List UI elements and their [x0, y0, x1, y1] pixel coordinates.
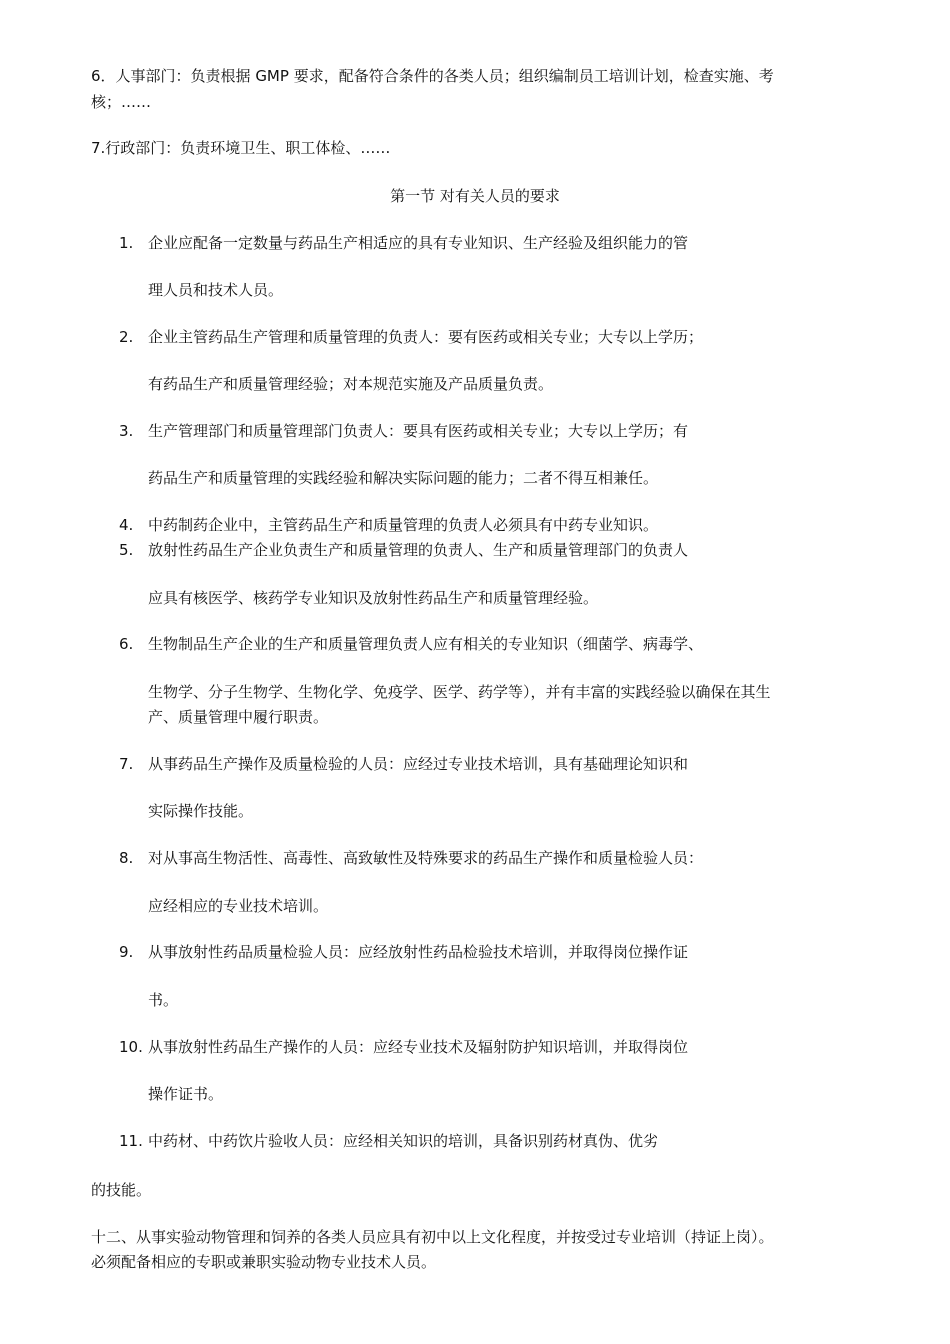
- item-text: 中药材、中药饮片验收人员：应经相关知识的培训，具备识别药材真伪、优劣: [148, 1132, 659, 1150]
- item-text: 生产管理部门和质量管理部门负责人：要具有医药或相关专业；大专以上学历；有: [148, 422, 689, 440]
- item-number: 5.: [119, 541, 134, 559]
- item-text-continued: 产、质量管理中履行职责。: [148, 708, 329, 726]
- item-text-continued: 药品生产和质量管理的实践经验和解决实际问题的能力；二者不得互相兼任。: [148, 469, 659, 487]
- item-number: 6.: [119, 635, 134, 653]
- item-text-continued: 操作证书。: [148, 1085, 224, 1103]
- item-text-continued: 生物学、分子生物学、生物化学、免疫学、医学、药学等），并有丰富的实践经验以确保在其生: [148, 683, 771, 701]
- item-text-continued: 应具有核医学、核药学专业知识及放射性药品生产和质量管理经验。: [148, 589, 599, 607]
- item-text: 生物制品生产企业的生产和质量管理负责人应有相关的专业知识（细菌学、病毒学、: [148, 635, 704, 653]
- section-title: 第一节 对有关人员的要求: [390, 187, 560, 205]
- item-text-continued: 实际操作技能。: [148, 802, 254, 820]
- item-text: 企业主管药品生产管理和质量管理的负责人：要有医药或相关专业；大专以上学历；: [148, 328, 704, 346]
- paragraph-lab-animals-line2: 必须配备相应的专职或兼职实验动物专业技术人员。: [91, 1253, 437, 1271]
- paragraph-hr-line2: 核；……: [91, 93, 152, 111]
- paragraph-hr-line1: 6．人事部门：负责根据 GMP 要求，配备符合条件的各类人员；组织编制员工培训计划，检查实施、考: [91, 67, 774, 85]
- item-text-continued: 的技能。: [91, 1181, 152, 1199]
- item-text-continued: 有药品生产和质量管理经验；对本规范实施及产品质量负责。: [148, 375, 554, 393]
- item-number: 11.: [119, 1132, 143, 1150]
- item-number: 3.: [119, 422, 134, 440]
- paragraph-admin: 7.行政部门：负责环境卫生、职工体检、……: [91, 139, 391, 157]
- item-text-continued: 理人员和技术人员。: [148, 281, 284, 299]
- item-text: 从事放射性药品质量检验人员：应经放射性药品检验技术培训，并取得岗位操作证: [148, 943, 689, 961]
- item-text: 对从事高生物活性、高毒性、高致敏性及特殊要求的药品生产操作和质量检验人员：: [148, 849, 704, 867]
- item-number: 9.: [119, 943, 134, 961]
- item-text-continued: 应经相应的专业技术培训。: [148, 897, 329, 915]
- item-text: 中药制药企业中，主管药品生产和质量管理的负责人必须具有中药专业知识。: [148, 516, 659, 534]
- paragraph-lab-animals-line1: 十二、从事实验动物管理和饲养的各类人员应具有初中以上文化程度，并按受过专业培训（持证上岗）。: [91, 1228, 774, 1246]
- item-text: 放射性药品生产企业负责生产和质量管理的负责人、生产和质量管理部门的负责人: [148, 541, 689, 559]
- item-number: 1.: [119, 234, 134, 252]
- item-text: 从事放射性药品生产操作的人员：应经专业技术及辐射防护知识培训，并取得岗位: [148, 1038, 689, 1056]
- item-number: 10.: [119, 1038, 143, 1056]
- item-number: 2.: [119, 328, 134, 346]
- item-number: 7.: [119, 755, 134, 773]
- item-number: 4.: [119, 516, 134, 534]
- item-text: 企业应配备一定数量与药品生产相适应的具有专业知识、生产经验及组织能力的管: [148, 234, 689, 252]
- item-text-continued: 书。: [148, 991, 179, 1009]
- item-number: 8.: [119, 849, 134, 867]
- item-text: 从事药品生产操作及质量检验的人员：应经过专业技术培训，具有基础理论知识和: [148, 755, 689, 773]
